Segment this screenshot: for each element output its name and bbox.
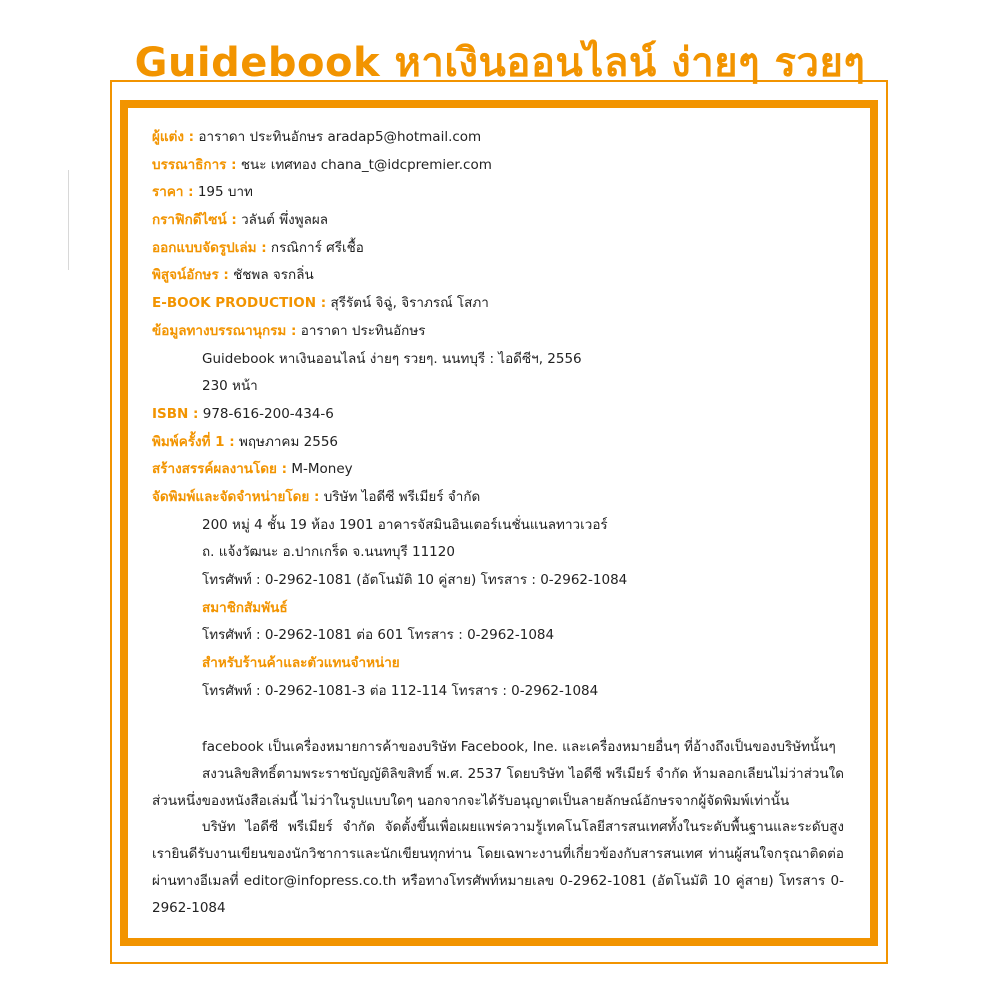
credit-label: พิมพ์ครั้งที่ 1 : xyxy=(152,433,235,450)
credit-value: ชนะ เทศทอง chana_t@idcpremier.com xyxy=(240,156,492,173)
credit-price xyxy=(152,179,844,207)
credit-value: อาราดา ประทินอักษร xyxy=(300,322,426,339)
margin-rule xyxy=(68,170,69,270)
credit-value: 978-616-200-434-6 xyxy=(202,405,334,422)
credit-isbn xyxy=(152,401,844,429)
credit-label: บรรณาธิการ : xyxy=(152,156,237,173)
retail-phone: โทรศัพท์ : 0-2962-1081-3 ต่อ 112-114 โทรสาร : 0-2962-1084 xyxy=(202,682,599,699)
credit-created-by xyxy=(152,456,844,484)
credit-label: พิสูจน์อักษร : xyxy=(152,267,229,284)
credit-value: สุรีรัตน์ จิฉู่, จิราภรณ์ โสภา xyxy=(330,295,489,312)
credit-value: M-Money xyxy=(291,461,353,478)
credit-value: กรณิการ์ ศรีเชื้อ xyxy=(270,239,364,256)
credit-label: จัดพิมพ์และจัดจำหน่ายโดย : xyxy=(152,488,320,505)
publisher-address-1: 200 หมู่ 4 ชั้น 19 ห้อง 1901 อาคารจัสมินอินเตอร์เนชั่นแนลทาวเวอร์ xyxy=(202,516,608,533)
credit-edition xyxy=(152,429,844,457)
copyright-note: สงวนลิขสิทธิ์ตามพระราชบัญญัติลิขสิทธิ์ พ.ศ. 2537 โดยบริษัท ไอดีซี พรีเมียร์ จำกัด ห้ามลอกเลียนไม่ว่าส่วนใดส่วนหนึ่งของหนังสือเล่มนี้ ไม่ว่าในรูปแบบใดๆ นอกจากจะได้รับอนุญาตเป็นลายลักษณ์อักษรจากผู้จัดพิมพ์เท่านั้น xyxy=(152,765,844,809)
member-heading: สมาชิกสัมพันธ์ xyxy=(202,599,288,616)
credit-author xyxy=(152,124,844,152)
credit-value: พฤษภาคม 2556 xyxy=(238,433,338,450)
book-title: Guidebook หาเงินออนไลน์ ง่ายๆ รวยๆ xyxy=(134,40,866,86)
credit-label: ISBN : xyxy=(152,405,199,422)
credit-graphic xyxy=(152,207,844,235)
credit-label: ข้อมูลทางบรรณานุกรม : xyxy=(152,322,297,339)
credit-label: กราฟิกดีไซน์ : xyxy=(152,212,237,229)
credit-editor xyxy=(152,152,844,180)
credit-ebook xyxy=(152,290,844,318)
credit-label: E-BOOK PRODUCTION : xyxy=(152,295,327,312)
member-phone: โทรศัพท์ : 0-2962-1081 ต่อ 601 โทรสาร : 0-2962-1084 xyxy=(202,627,555,644)
trademark-note: facebook เป็นเครื่องหมายการค้าของบริษัท Facebook, Ine. และเครื่องหมายอื่นๆ ที่อ้างถึงเป็นของบริษัทนั้นๆ xyxy=(202,739,836,755)
cataloging-line-2: 230 หน้า xyxy=(202,378,258,395)
legal-notes xyxy=(152,734,844,922)
publisher-phone: โทรศัพท์ : 0-2962-1081 (อัตโนมัติ 10 คู่สาย) โทรสาร : 0-2962-1084 xyxy=(202,572,628,588)
credits-list xyxy=(152,124,844,705)
about-note: บริษัท ไอดีซี พรีเมียร์ จำกัด จัดตั้งขึ้นเพื่อเผยแพร่ความรู้เทคโนโลยีสารสนเทศทั้งในระดับพื้นฐานและระดับสูง เรายินดีรับงานเขียนของนักวิชาการและนักเขียนทุกท่าน โดยเฉพาะงานที่เกี่ยวข้องกับสารสนเทศ ท่านผู้สนใจกรุณาติดต่อผ่านทางอีเมลที่ editor@infopress.co.th หรือทางโทรศัพท์หมายเลข 0-2962-1081 (อัตโนมัติ 10 คู่สาย) โทรสาร 0-2962-1084 xyxy=(152,819,844,916)
credit-label: สร้างสรรค์ผลงานโดย : xyxy=(152,461,288,478)
publisher-address-2: ถ. แจ้งวัฒนะ อ.ปากเกร็ด จ.นนทบุรี 11120 xyxy=(202,544,455,561)
credit-value: 195 บาท xyxy=(197,184,253,201)
credit-layout xyxy=(152,235,844,263)
credit-label: ออกแบบจัดรูปเล่ม : xyxy=(152,239,267,256)
credit-proof xyxy=(152,262,844,290)
retail-heading: สำหรับร้านค้าและตัวแทนจำหน่าย xyxy=(202,655,400,672)
credit-value: อาราดา ประทินอักษร aradap5@hotmail.com xyxy=(198,129,482,145)
credit-label: ผู้แต่ง : xyxy=(152,129,195,145)
credit-label: ราคา : xyxy=(152,184,194,201)
cataloging-line-1: Guidebook หาเงินออนไลน์ ง่ายๆ รวยๆ. นนทบุรี : ไอดีซีฯ, 2556 xyxy=(202,350,582,367)
credit-value: บริษัท ไอดีซี พรีเมียร์ จำกัด xyxy=(323,488,481,505)
credit-value: ชัชพล จรกลิ่น xyxy=(233,267,314,284)
credit-cataloging xyxy=(152,318,844,346)
credit-value: วลันต์ พึ่งพูลผล xyxy=(241,212,329,229)
credit-publisher xyxy=(152,484,844,512)
